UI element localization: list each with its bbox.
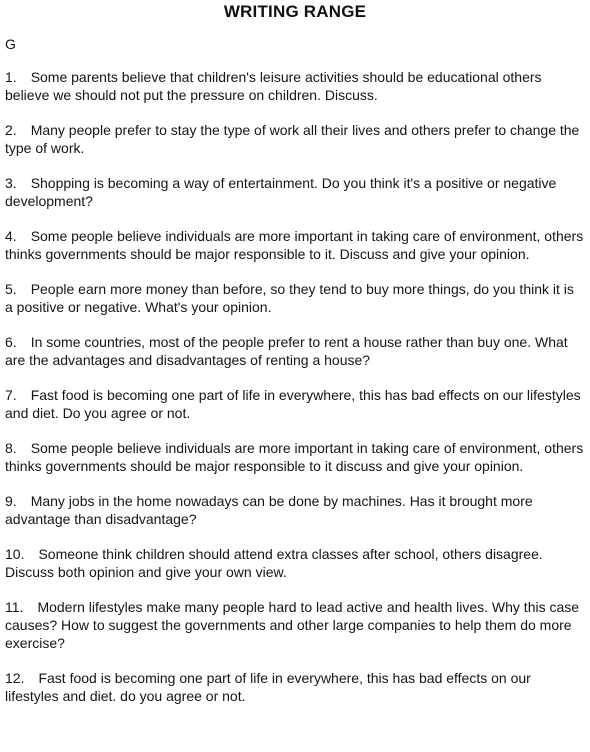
list-item: [5, 545, 585, 581]
item-number: 3.: [5, 175, 17, 191]
item-number: 9.: [5, 493, 17, 509]
list-item: [5, 280, 585, 316]
item-text: Shopping is becoming a way of entertainment. Do you think it's a positive or negative development?: [5, 175, 557, 209]
list-item: [5, 227, 585, 263]
item-text: Many people prefer to stay the type of work all their lives and others prefer to change the type of work.: [5, 122, 580, 156]
item-text: Some people believe individuals are more important in taking care of environment, others thinks governments should be major responsible to it. Discuss and give your opinion.: [5, 228, 584, 262]
item-number: 11.: [5, 599, 24, 615]
item-text: In some countries, most of the people prefer to rent a house rather than buy one. What are the advantages and disadvantages of renting a house?: [5, 334, 568, 368]
section-label: G: [5, 36, 16, 52]
item-number: 5.: [5, 281, 17, 297]
list-item: [5, 174, 585, 210]
item-number: 6.: [5, 334, 17, 350]
item-text: Modern lifestyles make many people hard to lead active and health lives. Why this case causes? How to suggest the governments and other large companies to help them do more exercise?: [5, 599, 580, 651]
item-text: Fast food is becoming one part of life in everywhere, this has bad effects on our lifestyles and diet. Do you agree or not.: [5, 387, 581, 421]
page-title: WRITING RANGE: [223, 2, 367, 21]
item-text: Someone think children should attend extra classes after school, others disagree. Discuss both opinion and give your own view.: [5, 546, 543, 580]
item-number: 2.: [5, 122, 17, 138]
topic-list: [5, 68, 585, 722]
item-text: Some people believe individuals are more important in taking care of environment, others thinks governments should be major responsible to it discuss and give your opinion.: [5, 440, 584, 474]
item-number: 10.: [5, 546, 25, 562]
list-item: [5, 669, 585, 705]
item-text: Some parents believe that children's leisure activities should be educational others believe we should not put the pressure on children. Discuss.: [5, 69, 542, 103]
list-item: [5, 333, 585, 369]
item-number: 7.: [5, 387, 17, 403]
list-item: [5, 121, 585, 157]
item-number: 4.: [5, 228, 17, 244]
item-number: 12.: [5, 670, 25, 686]
list-item: [5, 439, 585, 475]
list-item: [5, 598, 585, 652]
item-text: Many jobs in the home nowadays can be done by machines. Has it brought more advantage than disadvantage?: [5, 493, 533, 527]
item-text: People earn more money than before, so they tend to buy more things, do you think it is a positive or negative. What's your opinion.: [5, 281, 574, 315]
item-text: Fast food is becoming one part of life in everywhere, this has bad effects on our lifestyles and diet. do you agree or not.: [5, 670, 531, 704]
list-item: [5, 386, 585, 422]
item-number: 1.: [5, 69, 17, 85]
list-item: [5, 68, 585, 104]
list-item: [5, 492, 585, 528]
item-number: 8.: [5, 440, 17, 456]
